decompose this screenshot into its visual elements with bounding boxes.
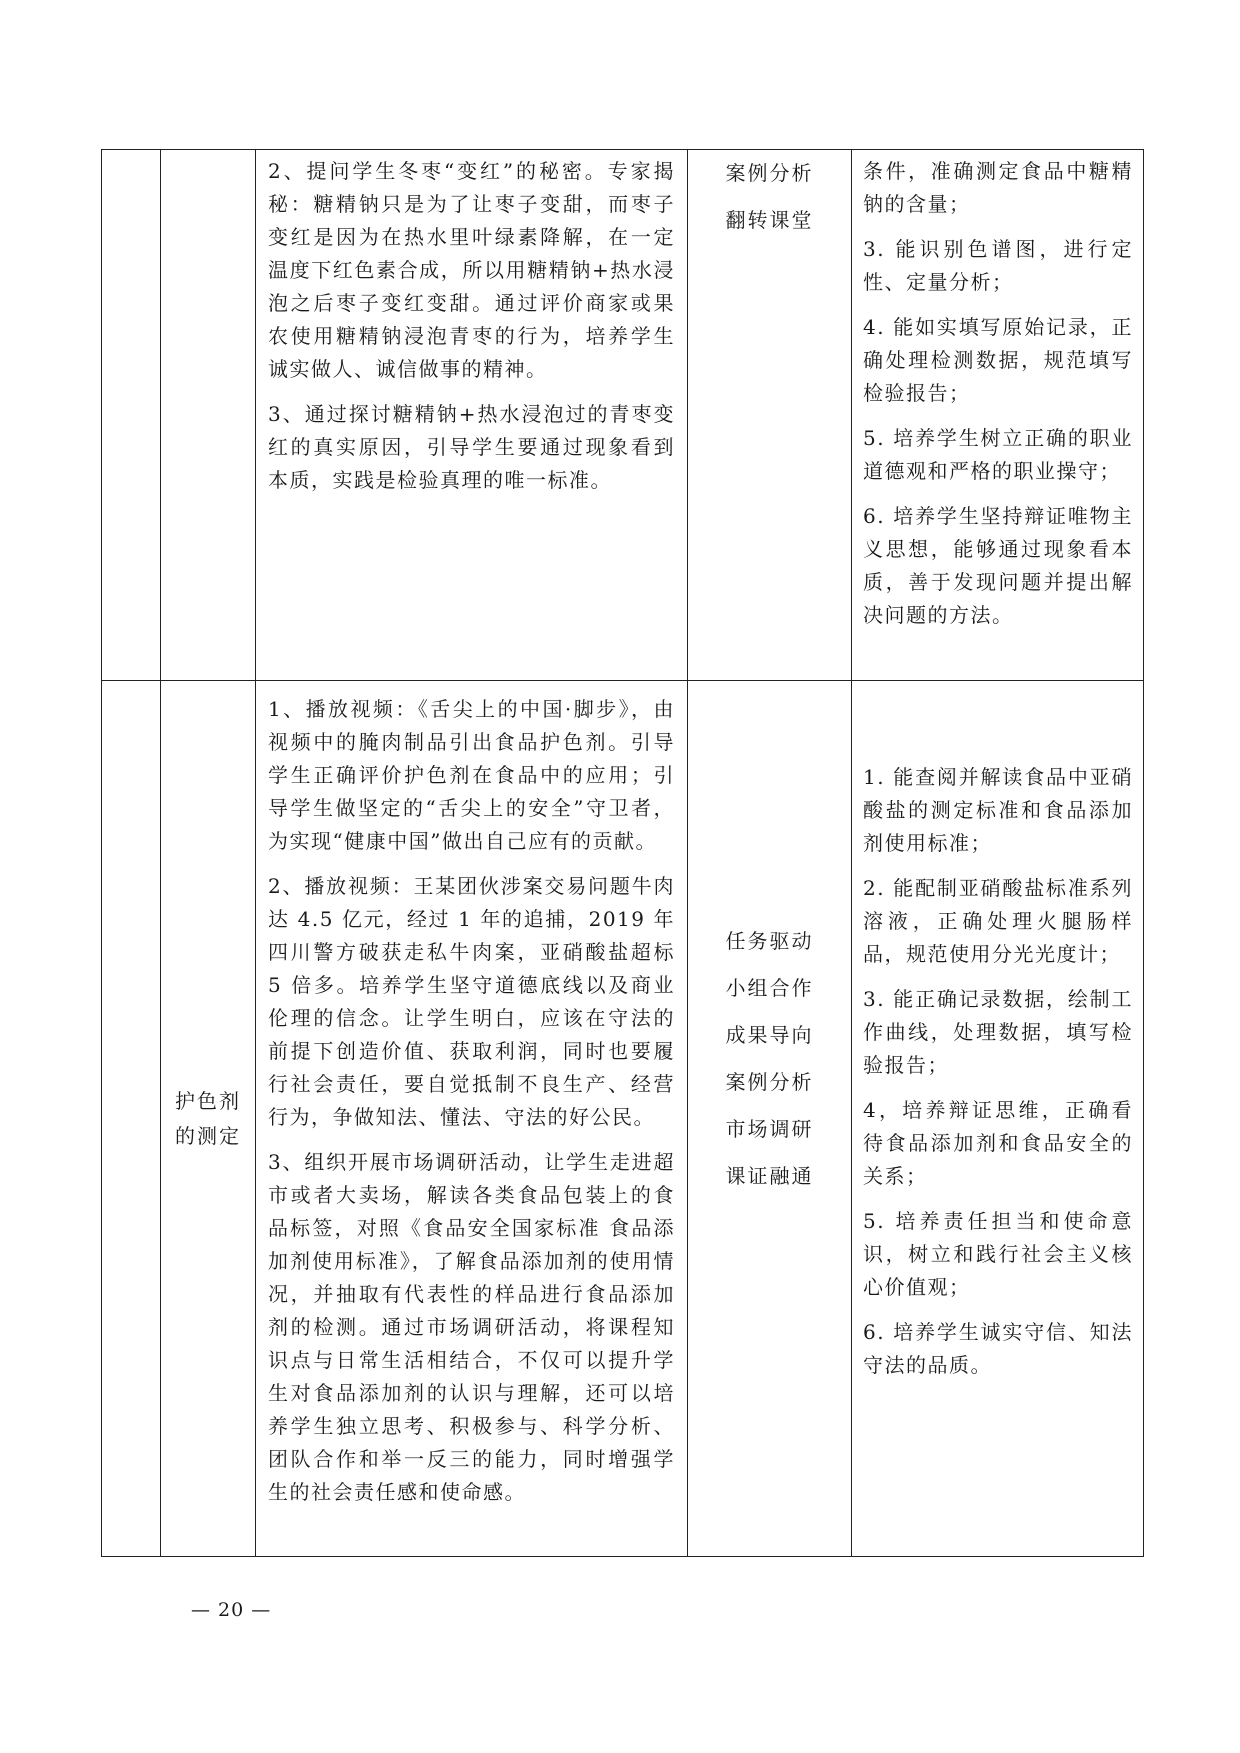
- objective-item: 条件，准确测定食品中糖精钠的含量；: [863, 159, 1133, 216]
- objective-item: 6. 培养学生坚持辩证唯物主义思想，能够通过现象看本质，善于发现问题并提出解决问题的方法。: [863, 504, 1133, 627]
- objective-item: 2. 能配制亚硝酸盐标准系列溶液，正确处理火腿肠样品，规范使用分光光度计；: [863, 876, 1133, 966]
- topic-label: 的测定: [175, 1123, 241, 1148]
- method-item: 市场调研: [725, 1117, 814, 1141]
- objective-item: 1. 能查阅并解读食品中亚硝酸盐的测定标准和食品添加剂使用标准；: [863, 765, 1133, 855]
- method-item: 案例分析: [725, 1070, 814, 1094]
- objective-item: 4. 能如实填写原始记录，正确处理检测数据，规范填写检验报告；: [863, 315, 1133, 405]
- page-number: — 20 —: [191, 1599, 272, 1621]
- method-item: 翻转课堂: [725, 208, 814, 232]
- module-cell: [102, 681, 161, 1557]
- table-row: [102, 150, 1144, 681]
- content-cell: [256, 150, 688, 681]
- topic-label: 护色剂: [175, 1088, 241, 1113]
- content-paragraph: 2、播放视频：王某团伙涉案交易问题牛肉达 4.5 亿元，经过 1 年的追捕，2019 年四川警方破获走私牛肉案，亚硝酸盐超标 5 倍多。培养学生坚守道德底线以及商业伦理的信念。让学生明白，应该在守法的前提下创造价值、获取利润，同时也要履行社会责任，要自觉抵制不良生产、经营行为，争做知法、懂法、守法的好公民。: [268, 874, 675, 1129]
- objective-item: 3. 能识别色谱图，进行定性、定量分析；: [863, 237, 1133, 294]
- method-item: 案例分析: [725, 161, 814, 185]
- content-cell: [256, 681, 688, 1557]
- objective-item: 3. 能正确记录数据，绘制工作曲线，处理数据，填写检验报告；: [863, 987, 1133, 1077]
- objectives-cell: [852, 150, 1144, 681]
- methods-cell: [688, 150, 852, 681]
- content-paragraph: 1、播放视频：《舌尖上的中国·脚步》，由视频中的腌肉制品引出食品护色剂。引导学生正确评价护色剂在食品中的应用；引导学生做坚定的“舌尖上的安全”守卫者，为实现“健康中国”做出自己应有的贡献。: [268, 697, 675, 853]
- method-item: 成果导向: [725, 1023, 814, 1047]
- course-design-table: [101, 149, 1144, 1557]
- objective-item: 5. 培养学生树立正确的职业道德观和严格的职业操守；: [863, 426, 1133, 483]
- method-item: 课证融通: [725, 1164, 814, 1188]
- objective-item: 4，培养辩证思维，正确看待食品添加剂和食品安全的关系；: [863, 1098, 1133, 1188]
- topic-cell: [161, 681, 256, 1557]
- module-cell: [102, 150, 161, 681]
- objectives-cell: [852, 681, 1144, 1557]
- objective-item: 6. 培养学生诚实守信、知法守法的品质。: [863, 1320, 1133, 1377]
- content-paragraph: 3、组织开展市场调研活动，让学生走进超市或者大卖场，解读各类食品包装上的食品标签，对照《食品安全国家标准 食品添加剂使用标准》，了解食品添加剂的使用情况，并抽取有代表性的样品进行食品添加剂的检测。通过市场调研活动，将课程知识点与日常生活相结合，不仅可以提升学生对食品添加剂的认识与理解，还可以培养学生独立思考、积极参与、科学分析、团队合作和举一反三的能力，同时增强学生的社会责任感和使命感。: [268, 1150, 675, 1504]
- content-paragraph: 2、提问学生冬枣“变红”的秘密。专家揭秘：糖精钠只是为了让枣子变甜，而枣子变红是因为在热水里叶绿素降解，在一定温度下红色素合成，所以用糖精钠+热水浸泡之后枣子变红变甜。通过评价商家或果农使用糖精钠浸泡青枣的行为，培养学生诚实做人、诚信做事的精神。: [268, 159, 675, 381]
- methods-cell: [688, 681, 852, 1557]
- objective-item: 5. 培养责任担当和使命意识，树立和践行社会主义核心价值观；: [863, 1209, 1133, 1299]
- table-row: [102, 681, 1144, 1557]
- topic-cell: [161, 150, 256, 681]
- method-item: 小组合作: [725, 976, 814, 1000]
- method-item: 任务驱动: [725, 929, 814, 953]
- content-paragraph: 3、通过探讨糖精钠+热水浸泡过的青枣变红的真实原因，引导学生要通过现象看到本质，实践是检验真理的唯一标准。: [268, 402, 675, 492]
